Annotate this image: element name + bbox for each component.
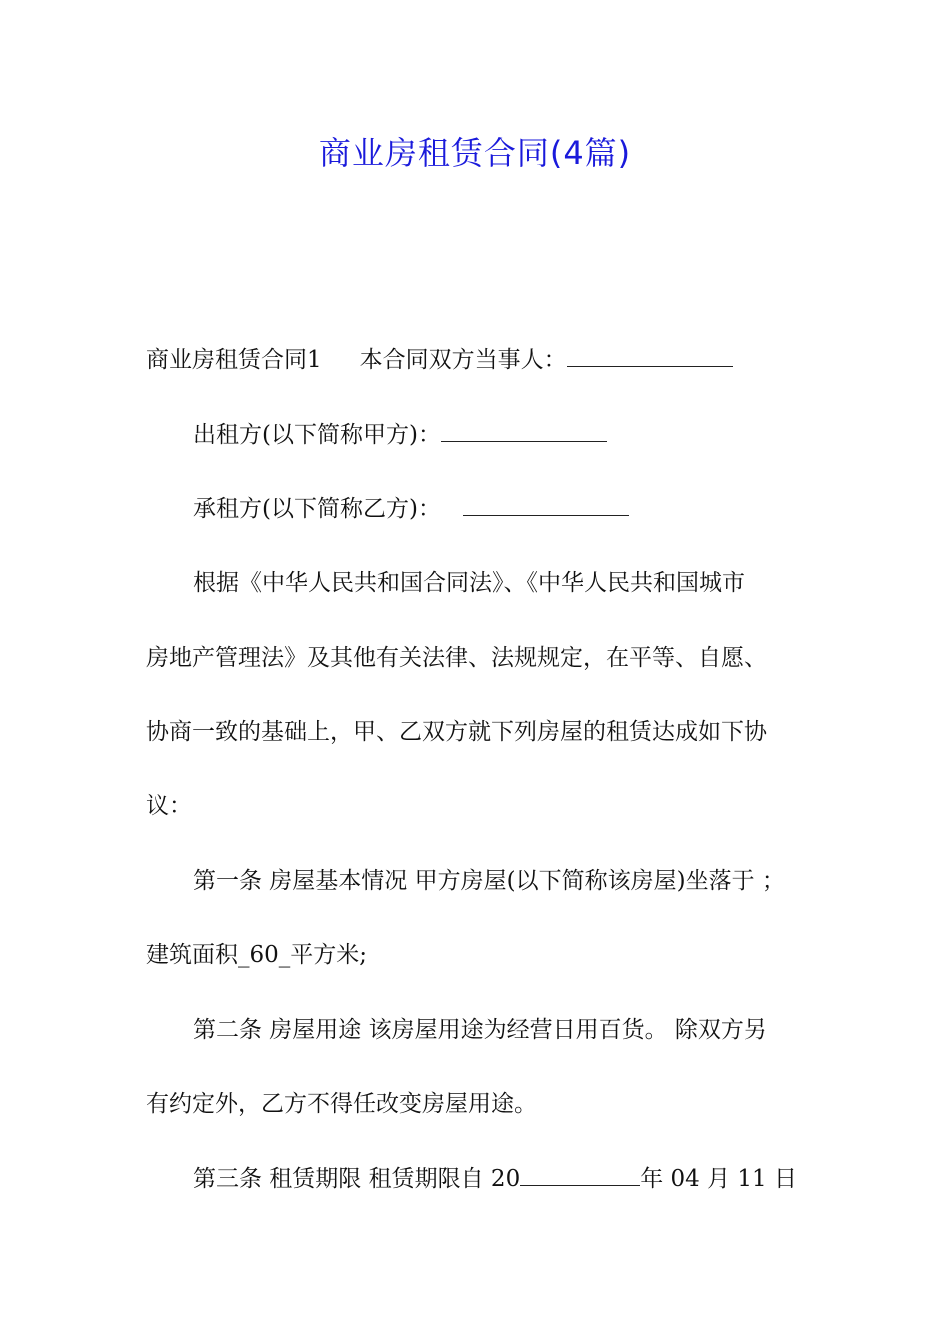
lessee-label: 承租方(以下简称乙方)： xyxy=(193,496,441,522)
para1-line3: 协商一致的基础上，甲、乙双方就下列房屋的租赁达成如下协 xyxy=(146,719,767,745)
article1-line1: 第一条 房屋基本情况 甲方房屋(以下简称该房屋)坐落于 ； xyxy=(193,868,785,894)
lessor-blank xyxy=(441,421,607,442)
section-heading: 商业房租赁合同1 xyxy=(146,347,322,373)
lessor-label: 出租方(以下简称甲方)： xyxy=(193,422,441,448)
article3-prefix: 第三条 租赁期限 租赁期限自 20 xyxy=(193,1166,521,1192)
para1-line1: 根据《中华人民共和国合同法》、《中华人民共和国城市 xyxy=(193,570,745,596)
article2-line2: 有约定外，乙方不得任改变房屋用途。 xyxy=(146,1091,537,1117)
article3-suffix: 年 04 月 11 日 xyxy=(640,1166,797,1192)
article1-line2: 建筑面积_60_平方米; xyxy=(146,942,368,968)
parties-blank xyxy=(567,346,733,367)
para1-line2: 房地产管理法》及其他有关法律、法规规定，在平等、自愿、 xyxy=(146,645,767,671)
lessor-line xyxy=(193,420,607,450)
header-line xyxy=(146,345,733,375)
article2-line1: 第二条 房屋用途 该房屋用途为经营日用百货。 除双方另 xyxy=(193,1017,767,1043)
article3-line1 xyxy=(193,1164,797,1194)
year-blank xyxy=(520,1165,640,1186)
lessee-line xyxy=(193,494,629,524)
parties-label: 本合同双方当事人： xyxy=(359,347,567,373)
para1-line4: 议： xyxy=(146,793,192,819)
document-title: 商业房租赁合同(4篇) xyxy=(318,134,632,172)
lessee-blank xyxy=(463,495,629,516)
